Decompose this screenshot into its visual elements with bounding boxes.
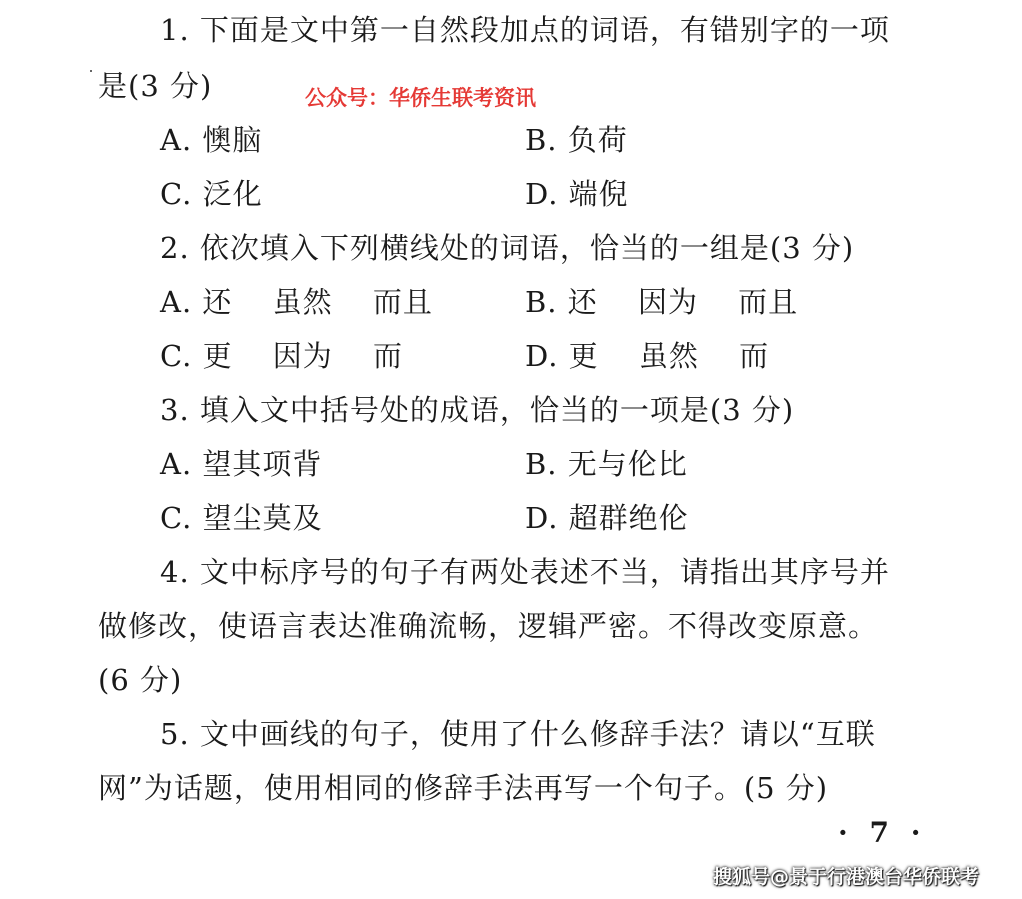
q1-stem-line2: 是(3 分) [98,69,213,103]
source-watermark: 搜狐号@景于行港澳台华侨联考 [713,866,980,888]
q1-option-a: A. 懊脑 [160,123,263,157]
q2-option-b: B. 还 因为 而且 [525,285,799,319]
q5-line1: 5. 文中画线的句子，使用了什么修辞手法？请以“互联 [160,717,876,751]
page-number: · 7 · [838,816,927,849]
q4-line1: 4. 文中标序号的句子有两处表述不当，请指出其序号并 [160,555,890,589]
q3-option-c: C. 望尘莫及 [160,501,323,535]
q3-option-d: D. 超群绝伦 [525,501,689,535]
watermark-text: 公众号：华侨生联考资讯 [305,86,536,110]
q3-stem: 3. 填入文中括号处的成语，恰当的一项是(3 分) [160,393,795,427]
q1-option-d: D. 端倪 [525,177,629,211]
q4-line2: 做修改，使语言表达准确流畅，逻辑严密。不得改变原意。 [98,609,879,643]
q1-stem-line1: 1. 下面是文中第一自然段加点的词语，有错别字的一项 [160,13,890,47]
q2-option-c: C. 更 因为 而 [160,339,404,373]
q1-option-b: B. 负荷 [525,123,628,157]
q5-line2: 网”为话题，使用相同的修辞手法再写一个句子。(5 分) [98,771,829,805]
scan-speck [90,70,92,72]
q3-option-a: A. 望其项背 [160,447,323,481]
q2-option-a: A. 还 虽然 而且 [160,285,433,319]
q2-stem: 2. 依次填入下列横线处的词语，恰当的一组是(3 分) [160,231,855,265]
q4-line3: (6 分) [98,663,183,697]
q2-option-d: D. 更 虽然 而 [525,339,770,373]
q3-option-b: B. 无与伦比 [525,447,688,481]
q1-option-c: C. 泛化 [160,177,263,211]
